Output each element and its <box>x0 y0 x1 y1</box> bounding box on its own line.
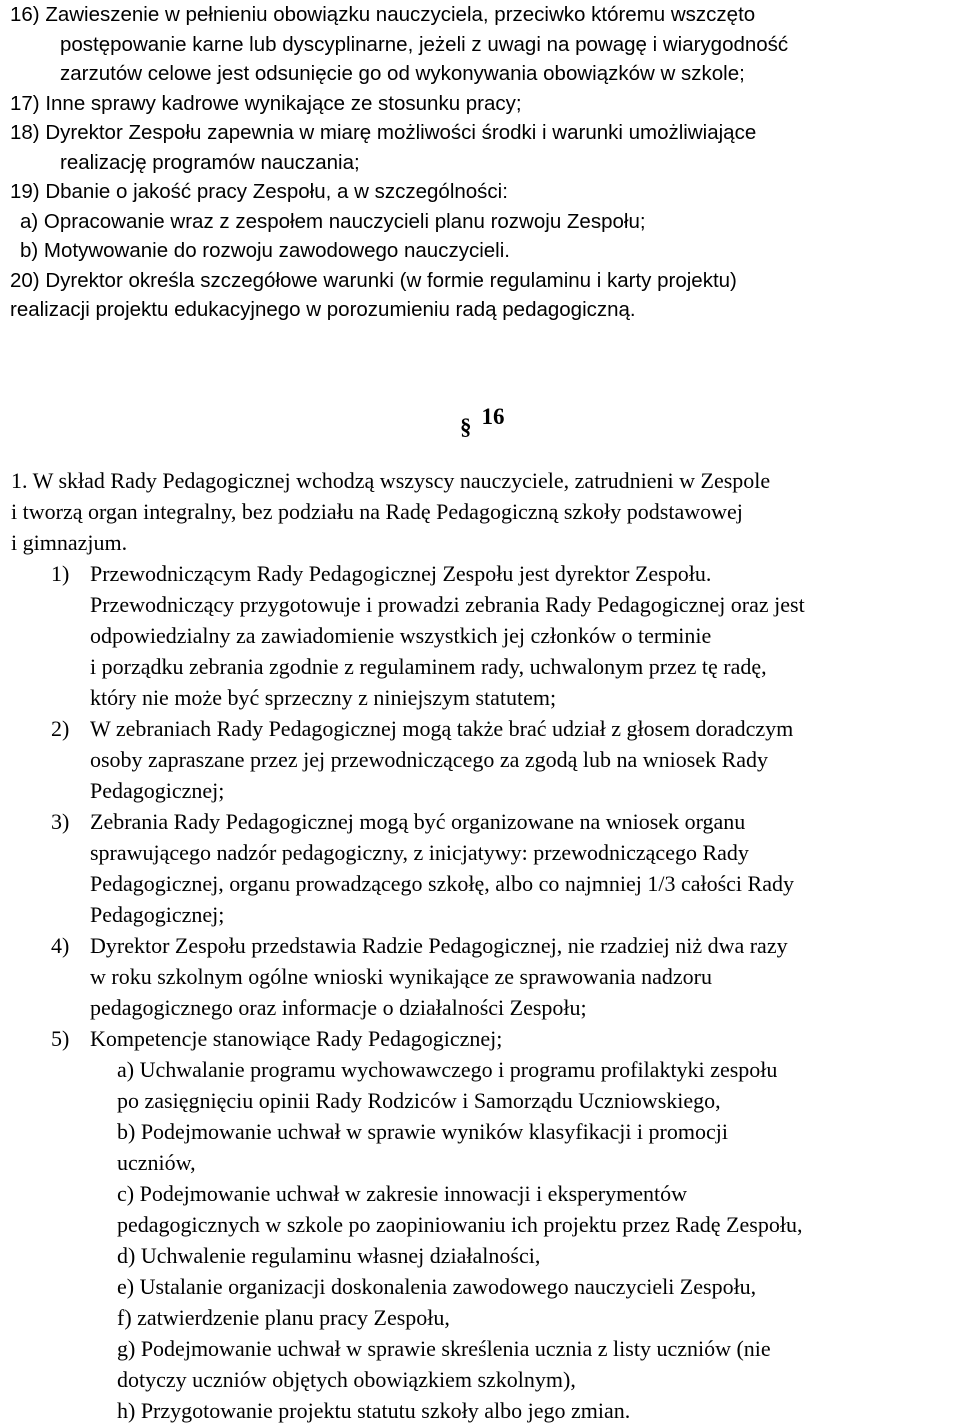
text-line: Pedagogicznej, organu prowadzącego szkołę, albo co najmniej 1/3 całości Rady <box>90 871 794 896</box>
text-line: c) Podejmowanie uchwał w zakresie innowacji i eksperymentów <box>117 1181 687 1206</box>
text-line: pedagogicznych w szkole po zaopiniowaniu ich projektu przez Radę Zespołu, <box>117 1212 803 1237</box>
text-line: w roku szkolnym ogólne wnioski wynikające ze sprawowania nadzoru <box>90 964 712 989</box>
section-heading <box>460 402 505 439</box>
text-line: sprawującego nadzór pedagogiczny, z inicjatywy: przewodniczącego Rady <box>90 840 749 865</box>
text-line: W zebraniach Rady Pedagogicznej mogą także brać udział z głosem doradczym <box>90 716 794 741</box>
list-item <box>11 713 805 806</box>
text-line: uczniów, <box>117 1150 196 1175</box>
text-line: Przewodniczący przygotowuje i prowadzi zebrania Rady Pedagogicznej oraz jest <box>90 592 805 617</box>
text-line: i gimnazjum. <box>11 530 128 555</box>
text-line: Przewodniczącym Rady Pedagogicznej Zespołu jest dyrektor Zespołu. <box>90 561 712 586</box>
text-line: odpowiedzialny za zawiadomienie wszystkich jej członków o terminie <box>90 623 712 648</box>
text-line: postępowanie karne lub dyscyplinarne, jeżeli z uwagi na powagę i wiarygodność <box>60 32 789 56</box>
text-line: i porządku zebrania zgodnie z regulaminem rady, uchwalonym przez tę radę, <box>90 654 767 679</box>
text-line: Pedagogicznej; <box>90 778 225 803</box>
text-line: d) Uchwalenie regulaminu własnej działalności, <box>117 1243 541 1268</box>
text-line: a) Uchwalanie programu wychowawczego i programu profilaktyki zespołu <box>117 1057 778 1082</box>
text-line: i tworzą organ integralny, bez podziału na Radę Pedagogiczną szkoły podstawowej <box>11 499 743 524</box>
upper-list <box>10 0 788 325</box>
text-line: dotyczy uczniów objętych obowiązkiem szkolnym), <box>117 1367 576 1392</box>
text-line: Pedagogicznej; <box>90 902 225 927</box>
text-line: Dyrektor Zespołu przedstawia Radzie Pedagogicznej, nie rzadziej niż dwa razy <box>90 933 788 958</box>
text-line: b) Podejmowanie uchwał w sprawie wyników klasyfikacji i promocji <box>117 1119 728 1144</box>
text-line: 18) Dyrektor Zespołu zapewnia w miarę możliwości środki i warunki umożliwiające <box>10 121 757 144</box>
text-line: b) Motywowanie do rozwoju zawodowego nauczycieli. <box>20 239 510 262</box>
text-line: 19) Dbanie o jakość pracy Zespołu, a w szczególności: <box>10 180 508 203</box>
item-number: 2) <box>51 716 70 741</box>
text-line: Zebrania Rady Pedagogicznej mogą być organizowane na wniosek organu <box>90 809 746 834</box>
list-item <box>11 558 805 713</box>
item-number: 5) <box>51 1026 70 1051</box>
text-line: realizacji projektu edukacyjnego w porozumieniu radą pedagogiczną. <box>10 298 636 321</box>
text-line: h) Przygotowanie projektu statutu szkoły albo jego zmian. <box>117 1398 631 1423</box>
text-line: 20) Dyrektor określa szczegółowe warunki (w formie regulaminu i karty projektu) <box>10 268 737 292</box>
item-number: 3) <box>51 809 70 834</box>
section-number: 16 <box>481 404 505 429</box>
text-line: pedagogicznego oraz informacje o działalności Zespołu; <box>90 995 587 1020</box>
list-item <box>11 930 805 1023</box>
text-line: osoby zapraszane przez jej przewodniczącego za zgodą lub na wniosek Rady <box>90 747 769 772</box>
text-line: e) Ustalanie organizacji doskonalenia zawodowego nauczycieli Zespołu, <box>117 1274 757 1299</box>
text-line: 1. W skład Rady Pedagogicznej wchodzą wszyscy nauczyciele, zatrudnieni w Zespole <box>11 468 771 493</box>
text-line: realizację programów nauczania; <box>60 150 360 174</box>
text-line: g) Podejmowanie uchwał w sprawie skreślenia ucznia z listy uczniów (nie <box>117 1336 771 1361</box>
text-line: 17) Inne sprawy kadrowe wynikające ze stosunku pracy; <box>10 91 522 115</box>
text-line: zarzutów celowe jest odsunięcie go od wykonywania obowiązków w szkole; <box>60 62 745 85</box>
text-line: f) zatwierdzenie planu pracy Zespołu, <box>117 1305 450 1330</box>
text-line: który nie może być sprzeczny z niniejszym statutem; <box>90 685 557 710</box>
section-sign: § <box>460 414 472 439</box>
item-number: 4) <box>51 933 70 958</box>
text-line: 16) Zawieszenie w pełnieniu obowiązku nauczyciela, przeciwko któremu wszczęto <box>10 3 756 26</box>
list-item <box>11 1023 805 1054</box>
text-line: Kompetencje stanowiące Rady Pedagogicznej; <box>90 1026 503 1051</box>
sub-list <box>11 1054 805 1426</box>
section-body <box>11 465 805 1426</box>
list-item <box>11 806 805 930</box>
item-number: 1) <box>51 561 70 586</box>
text-line: a) Opracowanie wraz z zespołem nauczycieli planu rozwoju Zespołu; <box>20 209 646 233</box>
text-line: po zasięgnięciu opinii Rady Rodziców i Samorządu Uczniowskiego, <box>117 1088 721 1113</box>
